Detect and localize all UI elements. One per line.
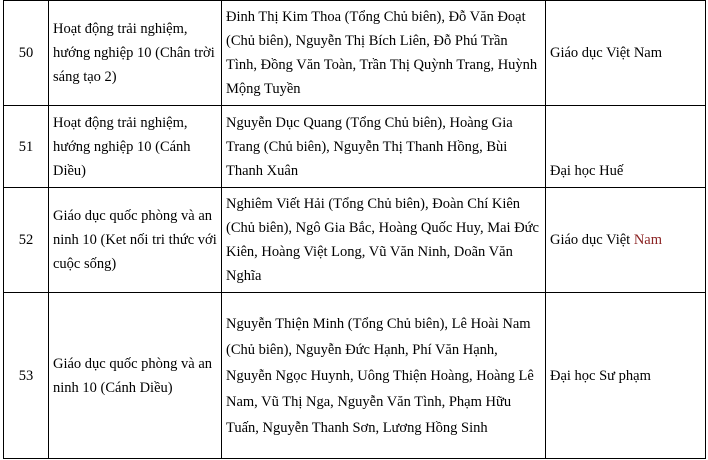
row-number: 53 [4,293,49,459]
table-row [4,188,706,293]
book-authors: Nguyễn Dục Quang (Tổng Chủ biên), Hoàng Gia Trang (Chủ biên), Nguyễn Thị Thanh Hồng, Bùi Thanh Xuân [222,106,546,188]
table-row [4,106,706,188]
row-number: 52 [4,188,49,293]
table-row [4,1,706,106]
row-number: 50 [4,1,49,106]
publisher-text: Giáo dục Việt [550,232,634,248]
book-title: Hoạt động trải nghiệm, hướng nghiệp 10 (Cánh Diều) [49,106,222,188]
book-authors: Nguyễn Thiện Minh (Tổng Chủ biên), Lê Hoài Nam (Chủ biên), Nguyễn Đức Hạnh, Phí Văn Hạnh, Nguyễn Ngọc Huynh, Uông Thiện Hoàng, Hoàng Lê Nam, Vũ Thị Nga, Nguyễn Văn Tình, Phạm Hữu Tuấn, Nguyễn Thanh Sơn, Lương Hồng Sinh [222,293,546,459]
book-publisher [546,188,706,293]
book-title: Giáo dục quốc phòng và an ninh 10 (Ket nối tri thức với cuộc sống) [49,188,222,293]
book-authors: Nghiêm Viết Hải (Tổng Chủ biên), Đoàn Chí Kiên (Chủ biên), Ngô Gia Bắc, Hoàng Quốc Huy, Mai Đức Kiên, Hoàng Việt Long, Vũ Văn Ninh, Doãn Văn Nghĩa [222,188,546,293]
book-authors: Đinh Thị Kim Thoa (Tổng Chủ biên), Đỗ Văn Đoạt (Chủ biên), Nguyễn Thị Bích Liên, Đỗ Phú Trần Tình, Đồng Văn Toàn, Trần Thị Quỳnh Trang, Huỳnh Mộng Tuyền [222,1,546,106]
book-publisher: Đại học Sư phạm [546,293,706,459]
row-number: 51 [4,106,49,188]
book-publisher: Đại học Huế [546,106,706,188]
publisher-text-accent: Nam [633,232,663,248]
book-title: Giáo dục quốc phòng và an ninh 10 (Cánh Diều) [49,293,222,459]
table-row [4,293,706,459]
textbook-table [3,0,706,459]
book-publisher: Giáo dục Việt Nam [546,1,706,106]
book-title: Hoạt động trải nghiệm, hướng nghiệp 10 (Chân trời sáng tạo 2) [49,1,222,106]
